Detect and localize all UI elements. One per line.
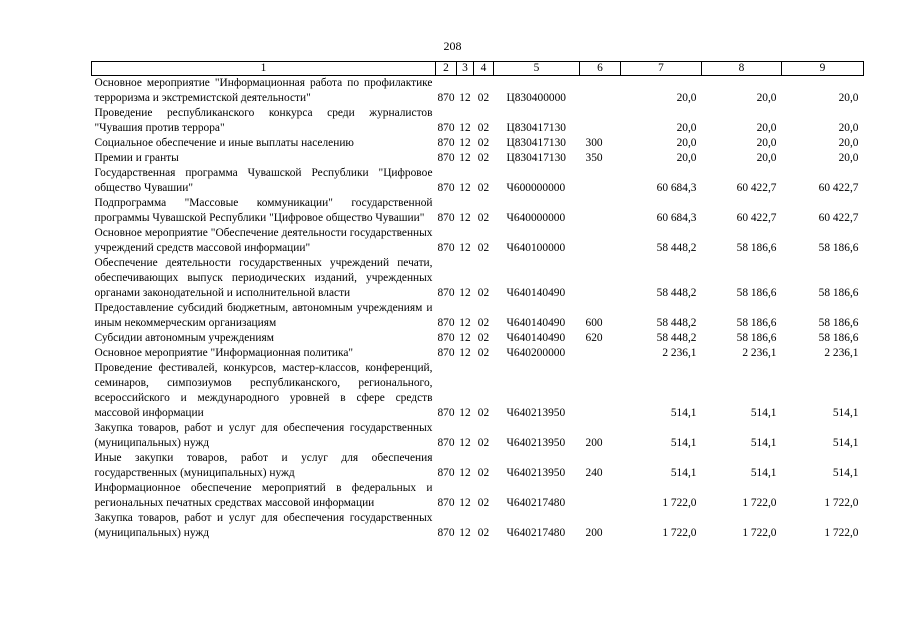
col8-amount: 514,1 — [750, 437, 777, 449]
column-header-9: 9 — [782, 62, 864, 76]
col4-subsection: 02 — [477, 212, 490, 224]
col3-section: 12 — [459, 347, 471, 359]
col5-target-code: Ч640213950 — [506, 437, 566, 449]
col6-expense-type — [580, 76, 621, 107]
col2-code: 870 — [437, 332, 455, 344]
row-name: Субсидии автономным учреждениям — [94, 332, 274, 344]
col8-amount: 20,0 — [756, 152, 777, 164]
col8-amount: 1 722,0 — [742, 497, 777, 509]
column-header-8: 8 — [702, 62, 782, 76]
row-name: Премии и гранты — [94, 152, 179, 164]
col4-subsection: 02 — [477, 347, 490, 359]
column-header-5: 5 — [494, 62, 580, 76]
col4-subsection: 02 — [477, 137, 490, 149]
table-row — [92, 76, 864, 107]
col2-code: 870 — [437, 347, 455, 359]
col7-amount: 514,1 — [670, 467, 697, 479]
col2-code: 870 — [437, 242, 455, 254]
col2-code: 870 — [437, 317, 455, 329]
col5-target-code: Ч640140490 — [506, 317, 566, 329]
table-row — [92, 196, 864, 226]
row-name: Основное мероприятие "Информационная политика" — [94, 347, 354, 359]
col7-amount: 20,0 — [676, 92, 697, 104]
row-name: Подпрограмма "Массовые коммуникации" государственной программы Чувашской Республики "Цифровое общество Чувашии" — [94, 197, 433, 224]
col3-section: 12 — [459, 287, 471, 299]
row-name: Основное мероприятие "Обеспечение деятельности государственных учреждений средств массовой информации" — [94, 227, 433, 254]
table-row — [92, 451, 864, 481]
table-row — [92, 106, 864, 136]
col5-target-code: Ч640213950 — [506, 467, 566, 479]
col2-code: 870 — [437, 122, 455, 134]
col5-target-code: Ч640200000 — [506, 347, 566, 359]
col4-subsection: 02 — [477, 527, 490, 539]
col6-expense-type — [580, 226, 621, 256]
col9-amount: 60 422,7 — [818, 212, 859, 224]
column-header-1: 1 — [92, 62, 436, 76]
col9-amount: 1 722,0 — [824, 527, 859, 539]
col7-amount: 20,0 — [676, 152, 697, 164]
col6-expense-type: 600 — [585, 317, 603, 329]
col5-target-code: Ч640000000 — [506, 212, 566, 224]
col7-amount: 58 448,2 — [656, 287, 697, 299]
col6-expense-type: 200 — [585, 527, 603, 539]
col5-target-code: Ц830417130 — [506, 152, 566, 164]
table-header — [92, 62, 864, 76]
col7-amount: 514,1 — [670, 437, 697, 449]
col6-expense-type — [580, 166, 621, 196]
col9-amount: 58 186,6 — [818, 332, 859, 344]
col3-section: 12 — [459, 92, 471, 104]
col8-amount: 514,1 — [750, 467, 777, 479]
col6-expense-type: 240 — [585, 467, 603, 479]
col8-amount: 58 186,6 — [736, 332, 777, 344]
col8-amount: 60 422,7 — [736, 182, 777, 194]
col2-code: 870 — [437, 212, 455, 224]
table-row — [92, 361, 864, 421]
col9-amount: 20,0 — [838, 152, 859, 164]
col5-target-code: Ч640140490 — [506, 332, 566, 344]
column-header-7: 7 — [621, 62, 702, 76]
col7-amount: 1 722,0 — [662, 527, 697, 539]
col3-section: 12 — [459, 152, 471, 164]
col8-amount: 2 236,1 — [742, 347, 777, 359]
col7-amount: 60 684,3 — [656, 182, 697, 194]
row-name: Основное мероприятие "Информационная работа по профилактике терроризма и экстремистской деятельности" — [94, 77, 433, 104]
col5-target-code: Ц830417130 — [506, 137, 566, 149]
table-row — [92, 256, 864, 301]
col5-target-code: Ц830417130 — [506, 122, 566, 134]
col4-subsection: 02 — [477, 317, 490, 329]
row-name: Закупка товаров, работ и услуг для обеспечения государственных (муниципальных) нужд — [94, 422, 433, 449]
col3-section: 12 — [459, 317, 471, 329]
table-body — [92, 76, 864, 542]
col8-amount: 20,0 — [756, 122, 777, 134]
table-row — [92, 346, 864, 361]
header-row — [92, 62, 864, 76]
col2-code: 870 — [437, 497, 455, 509]
table-row — [92, 301, 864, 331]
page-number: 208 — [443, 39, 462, 53]
col4-subsection: 02 — [477, 497, 490, 509]
col6-expense-type — [580, 481, 621, 511]
table-row — [92, 421, 864, 451]
col9-amount: 514,1 — [832, 467, 859, 479]
col9-amount: 58 186,6 — [818, 242, 859, 254]
col3-section: 12 — [459, 467, 471, 479]
col4-subsection: 02 — [477, 152, 490, 164]
col6-expense-type — [580, 361, 621, 421]
col3-section: 12 — [459, 497, 471, 509]
col7-amount: 514,1 — [670, 407, 697, 419]
row-name: Обеспечение деятельности государственных учреждений печати, обеспечивающих выпуск периодических изданий, учрежденных органами законодательной и исполнительной власти — [94, 257, 433, 299]
col5-target-code: Ц830400000 — [506, 92, 566, 104]
col9-amount: 60 422,7 — [818, 182, 859, 194]
col3-section: 12 — [459, 437, 471, 449]
row-name: Проведение фестивалей, конкурсов, мастер-классов, конференций, семинаров, симпозиумов республиканского, регионального, всероссийского и международного уровней в сфере средств массовой информации — [94, 362, 433, 419]
col7-amount: 20,0 — [676, 122, 697, 134]
col2-code: 870 — [437, 92, 455, 104]
col6-expense-type: 300 — [585, 137, 603, 149]
col4-subsection: 02 — [477, 122, 490, 134]
table-row — [92, 481, 864, 511]
col4-subsection: 02 — [477, 92, 490, 104]
col9-amount: 58 186,6 — [818, 287, 859, 299]
col7-amount: 58 448,2 — [656, 332, 697, 344]
col5-target-code: Ч640217480 — [506, 497, 566, 509]
col9-amount: 20,0 — [838, 92, 859, 104]
col9-amount: 514,1 — [832, 407, 859, 419]
col7-amount: 58 448,2 — [656, 242, 697, 254]
col6-expense-type — [580, 106, 621, 136]
col4-subsection: 02 — [477, 332, 490, 344]
col9-amount: 1 722,0 — [824, 497, 859, 509]
row-name: Проведение республиканского конкурса среди журналистов "Чувашия против террора" — [94, 107, 433, 134]
table-row — [92, 151, 864, 166]
col6-expense-type — [580, 346, 621, 361]
col7-amount: 60 684,3 — [656, 212, 697, 224]
col3-section: 12 — [459, 332, 471, 344]
col3-section: 12 — [459, 407, 471, 419]
col2-code: 870 — [437, 527, 455, 539]
col2-code: 870 — [437, 407, 455, 419]
table-row — [92, 331, 864, 346]
col5-target-code: Ч640213950 — [506, 407, 566, 419]
col9-amount: 58 186,6 — [818, 317, 859, 329]
row-name: Социальное обеспечение и иные выплаты населению — [94, 137, 354, 149]
row-name: Информационное обеспечение мероприятий в федеральных и региональных печатных средствах массовой информации — [94, 482, 433, 509]
col3-section: 12 — [459, 137, 471, 149]
col8-amount: 58 186,6 — [736, 287, 777, 299]
col4-subsection: 02 — [477, 437, 490, 449]
col2-code: 870 — [437, 182, 455, 194]
col4-subsection: 02 — [477, 287, 490, 299]
column-header-2: 2 — [436, 62, 457, 76]
col9-amount: 20,0 — [838, 122, 859, 134]
col8-amount: 20,0 — [756, 92, 777, 104]
col8-amount: 58 186,6 — [736, 242, 777, 254]
col2-code: 870 — [437, 437, 455, 449]
col8-amount: 1 722,0 — [742, 527, 777, 539]
table-row — [92, 511, 864, 541]
col5-target-code: Ч640140490 — [506, 287, 566, 299]
table-row — [92, 226, 864, 256]
budget-table — [91, 61, 864, 541]
col4-subsection: 02 — [477, 467, 490, 479]
col2-code: 870 — [437, 152, 455, 164]
col9-amount: 2 236,1 — [824, 347, 859, 359]
col4-subsection: 02 — [477, 182, 490, 194]
col9-amount: 514,1 — [832, 437, 859, 449]
col3-section: 12 — [459, 242, 471, 254]
table-row — [92, 166, 864, 196]
row-name: Иные закупки товаров, работ и услуг для обеспечения государственных (муниципальных) нужд — [94, 452, 433, 479]
column-header-6: 6 — [580, 62, 621, 76]
col6-expense-type: 350 — [585, 152, 603, 164]
col5-target-code: Ч600000000 — [506, 182, 566, 194]
row-name: Закупка товаров, работ и услуг для обеспечения государственных (муниципальных) нужд — [94, 512, 433, 539]
col3-section: 12 — [459, 527, 471, 539]
col4-subsection: 02 — [477, 242, 490, 254]
table-row — [92, 136, 864, 151]
col5-target-code: Ч640217480 — [506, 527, 566, 539]
row-name: Государственная программа Чувашской Республики "Цифровое общество Чувашии" — [94, 167, 433, 194]
col7-amount: 20,0 — [676, 137, 697, 149]
row-name: Предоставление субсидий бюджетным, автономным учреждениям и иным некоммерческим организациям — [94, 302, 433, 329]
col4-subsection: 02 — [477, 407, 490, 419]
col5-target-code: Ч640100000 — [506, 242, 566, 254]
column-header-3: 3 — [457, 62, 474, 76]
column-header-4: 4 — [474, 62, 494, 76]
col8-amount: 20,0 — [756, 137, 777, 149]
col6-expense-type — [580, 196, 621, 226]
col7-amount: 1 722,0 — [662, 497, 697, 509]
col8-amount: 514,1 — [750, 407, 777, 419]
col2-code: 870 — [437, 467, 455, 479]
col9-amount: 20,0 — [838, 137, 859, 149]
col6-expense-type: 620 — [585, 332, 603, 344]
col6-expense-type: 200 — [585, 437, 603, 449]
col8-amount: 58 186,6 — [736, 317, 777, 329]
col3-section: 12 — [459, 212, 471, 224]
col7-amount: 2 236,1 — [662, 347, 697, 359]
col3-section: 12 — [459, 182, 471, 194]
col8-amount: 60 422,7 — [736, 212, 777, 224]
col7-amount: 58 448,2 — [656, 317, 697, 329]
col2-code: 870 — [437, 287, 455, 299]
col2-code: 870 — [437, 137, 455, 149]
col3-section: 12 — [459, 122, 471, 134]
col6-expense-type — [580, 256, 621, 301]
